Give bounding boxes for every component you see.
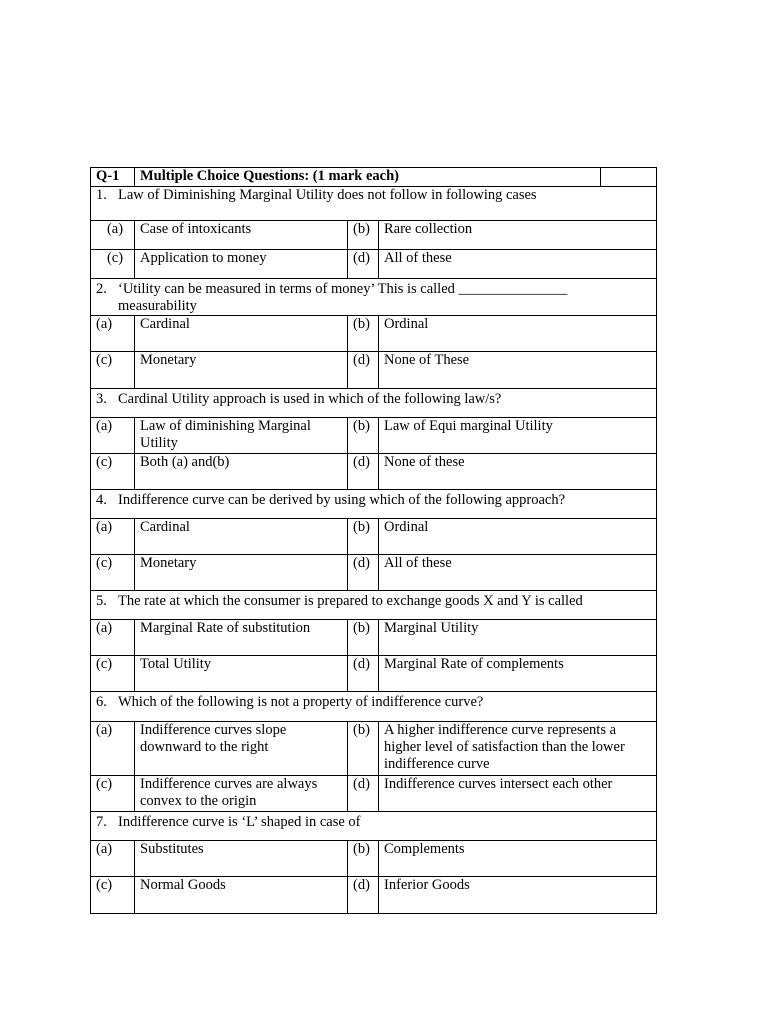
option-row	[91, 352, 657, 389]
option-label: (d)	[348, 555, 379, 591]
option-row	[91, 656, 657, 692]
option-label: (b)	[348, 620, 379, 656]
option-text: Law of diminishing Marginal Utility	[135, 418, 348, 454]
question-row	[91, 389, 657, 418]
header-row	[91, 168, 657, 187]
option-text: None of These	[379, 352, 657, 389]
option-label: (a)	[91, 221, 135, 250]
option-row	[91, 877, 657, 914]
question-text: 3. Cardinal Utility approach is used in which of the following law/s?	[91, 389, 657, 418]
option-text: Cardinal	[135, 316, 348, 352]
option-label: (b)	[348, 418, 379, 454]
option-row	[91, 454, 657, 490]
option-row	[91, 841, 657, 877]
option-label: (d)	[348, 250, 379, 279]
option-label: (a)	[91, 841, 135, 877]
question-row	[91, 279, 657, 316]
option-text: Ordinal	[379, 316, 657, 352]
option-text: None of these	[379, 454, 657, 490]
option-label: (c)	[91, 656, 135, 692]
option-text: All of these	[379, 555, 657, 591]
option-row	[91, 250, 657, 279]
option-text: A higher indifference curve represents a higher level of satisfaction than the lower indifference curve	[379, 722, 657, 776]
option-text: Indifference curves are always convex to the origin	[135, 776, 348, 812]
question-row	[91, 812, 657, 841]
option-label: (b)	[348, 519, 379, 555]
option-text: Monetary	[135, 352, 348, 389]
option-text: Normal Goods	[135, 877, 348, 914]
section-title: Multiple Choice Questions: (1 mark each)	[135, 168, 601, 187]
option-label: (d)	[348, 776, 379, 812]
option-text: Marginal Rate of substitution	[135, 620, 348, 656]
option-label: (c)	[91, 555, 135, 591]
option-row	[91, 316, 657, 352]
option-label: (c)	[91, 776, 135, 812]
question-text: 2. ‘Utility can be measured in terms of money’ This is called _______________ measurability	[91, 279, 657, 316]
option-label: (b)	[348, 221, 379, 250]
option-text: Law of Equi marginal Utility	[379, 418, 657, 454]
option-text: All of these	[379, 250, 657, 279]
option-text: Ordinal	[379, 519, 657, 555]
option-label: (a)	[91, 316, 135, 352]
question-number: Q-1	[91, 168, 135, 187]
option-label: (c)	[91, 877, 135, 914]
option-text: Case of intoxicants	[135, 221, 348, 250]
option-label: (d)	[348, 454, 379, 490]
question-text: 6. Which of the following is not a property of indifference curve?	[91, 692, 657, 722]
option-label: (b)	[348, 316, 379, 352]
option-label: (a)	[91, 519, 135, 555]
option-row	[91, 418, 657, 454]
option-text: Indifference curves slope downward to the right	[135, 722, 348, 776]
option-text: Complements	[379, 841, 657, 877]
option-label: (d)	[348, 877, 379, 914]
question-text: 4. Indifference curve can be derived by using which of the following approach?	[91, 490, 657, 519]
option-text: Substitutes	[135, 841, 348, 877]
option-text: Cardinal	[135, 519, 348, 555]
option-text: Monetary	[135, 555, 348, 591]
option-label: (c)	[91, 250, 135, 279]
option-row	[91, 776, 657, 812]
option-label: (c)	[91, 352, 135, 389]
option-row	[91, 519, 657, 555]
option-label: (b)	[348, 841, 379, 877]
option-row	[91, 221, 657, 250]
option-text: Rare collection	[379, 221, 657, 250]
option-row	[91, 620, 657, 656]
option-text: Application to money	[135, 250, 348, 279]
option-text: Marginal Rate of complements	[379, 656, 657, 692]
question-text: 5. The rate at which the consumer is prepared to exchange goods X and Y is called	[91, 591, 657, 620]
question-text: 1. Law of Diminishing Marginal Utility does not follow in following cases	[91, 187, 657, 221]
question-row	[91, 490, 657, 519]
option-text: Indifference curves intersect each other	[379, 776, 657, 812]
option-label: (c)	[91, 454, 135, 490]
option-text: Total Utility	[135, 656, 348, 692]
mcq-table	[90, 167, 657, 914]
question-row	[91, 591, 657, 620]
option-row	[91, 555, 657, 591]
option-text: Marginal Utility	[379, 620, 657, 656]
option-label: (a)	[91, 418, 135, 454]
question-text: 7. Indifference curve is ‘L’ shaped in case of	[91, 812, 657, 841]
option-label: (a)	[91, 722, 135, 776]
option-row	[91, 722, 657, 776]
option-label: (d)	[348, 656, 379, 692]
option-text: Inferior Goods	[379, 877, 657, 914]
option-label: (b)	[348, 722, 379, 776]
question-row	[91, 692, 657, 722]
marks-cell	[601, 168, 657, 187]
option-label: (a)	[91, 620, 135, 656]
question-row	[91, 187, 657, 221]
option-label: (d)	[348, 352, 379, 389]
option-text: Both (a) and(b)	[135, 454, 348, 490]
